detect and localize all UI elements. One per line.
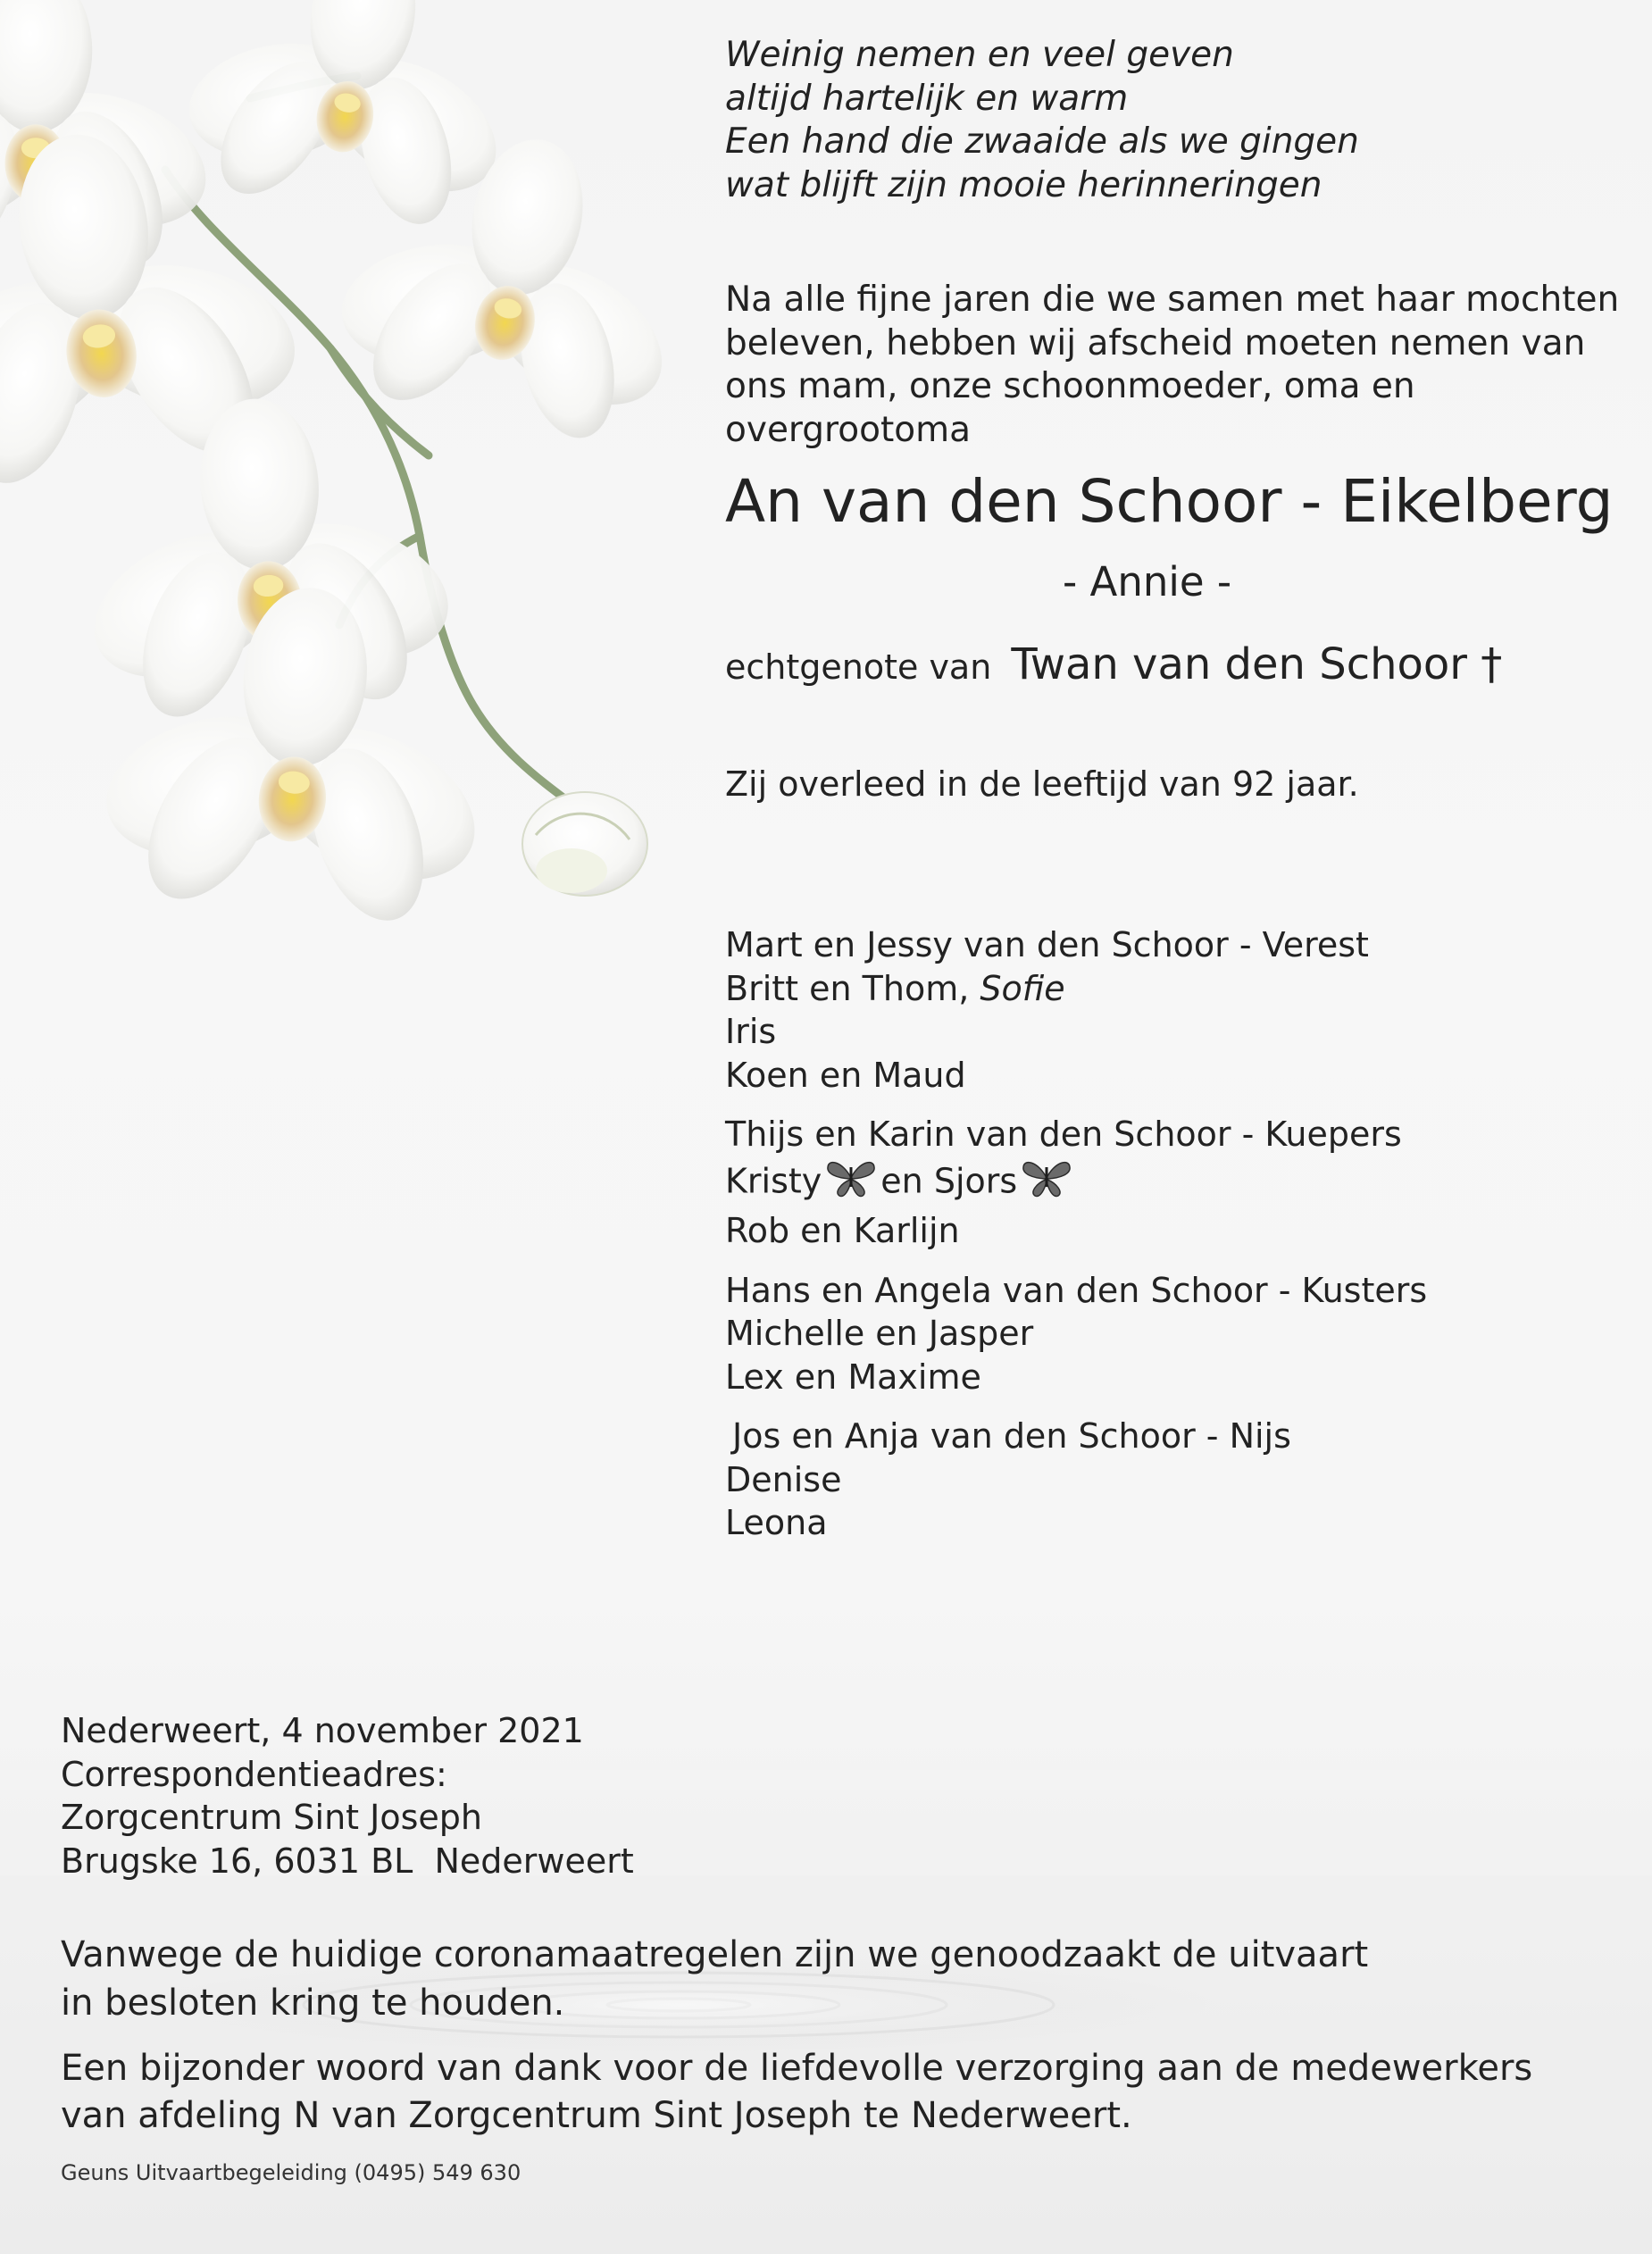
family-head: Jos en Anja van den Schoor - Nijs <box>732 1416 1291 1456</box>
family-line: Koen en Maud <box>725 1055 966 1095</box>
family-group <box>725 1415 1427 1545</box>
intro-line: beleven, hebben wij afscheid moeten nemen van <box>725 322 1586 363</box>
family-line: Iris <box>725 1012 777 1051</box>
family-head: Mart en Jessy van den Schoor - Verest <box>725 925 1369 964</box>
family-group <box>725 923 1427 1097</box>
family-member-italic: Sofie <box>980 968 1065 1008</box>
deceased-nickname: - Annie - <box>1063 558 1232 605</box>
age-line: Zij overleed in de leeftijd van 92 jaar. <box>725 764 1359 804</box>
family-group <box>725 1113 1427 1253</box>
poem-line: wat blijft zijn mooie herinneringen <box>725 164 1322 205</box>
family-member: Kristy <box>725 1160 822 1200</box>
family-line: Michelle en Jasper <box>725 1314 1034 1353</box>
poem <box>725 34 1359 207</box>
family-line: Leona <box>725 1503 828 1542</box>
undertaker-credit: Geuns Uitvaartbegeleiding (0495) 549 630 <box>61 2160 521 2185</box>
family-head: Thijs en Karin van den Schoor - Kuepers <box>725 1114 1402 1154</box>
family-list <box>725 923 1427 1561</box>
poem-line: Weinig nemen en veel geven <box>725 35 1234 75</box>
poem-line: Een hand die zwaaide als we gingen <box>725 121 1359 162</box>
corona-notice: Vanwege de huidige coronamaatregelen zijn we genoodzaakt de uitvaart in besloten kring te houden. <box>61 1934 1369 2024</box>
deceased-name: An van den Schoor - Eikelberg <box>725 467 1614 536</box>
family-member: en Sjors <box>880 1160 1018 1200</box>
spouse-prefix: echtgenote van <box>725 647 992 687</box>
family-line <box>725 967 1427 1011</box>
poem-line: altijd hartelijk en warm <box>725 78 1129 119</box>
correspondence-street: Brugske 16, 6031 BL Nederweert <box>61 1841 634 1881</box>
family-member: Britt en Thom, <box>725 968 980 1008</box>
family-group <box>725 1269 1427 1399</box>
spouse-line <box>725 639 1502 689</box>
spouse-name: Twan van den Schoor † <box>1011 639 1503 689</box>
family-line: Denise <box>725 1459 842 1499</box>
correspondence-label: Correspondentieadres: <box>61 1754 447 1794</box>
family-head: Hans en Angela van den Schoor - Kusters <box>725 1270 1428 1310</box>
family-line: Lex en Maxime <box>725 1357 981 1397</box>
family-line <box>725 1156 1427 1210</box>
thanks-notice: Een bijzonder woord van dank voor de liefdevolle verzorging aan de medewerkers van afdeling N van Zorgcentrum Sint Joseph te Nederweert. <box>61 2048 1533 2136</box>
orchid-bud <box>522 792 647 896</box>
correspondence-block <box>61 1709 634 1883</box>
family-line: Rob en Karlijn <box>725 1211 960 1250</box>
place-date: Nederweert, 4 november 2021 <box>61 1711 584 1750</box>
correspondence-name: Zorgcentrum Sint Joseph <box>61 1798 482 1837</box>
butterfly-icon <box>825 1156 877 1210</box>
intro-text <box>725 279 1652 452</box>
intro-line: Na alle fijne jaren die we samen met haar mochten <box>725 280 1620 320</box>
butterfly-icon <box>1021 1156 1072 1210</box>
intro-line: ons mam, onze schoonmoeder, oma en overgrootoma <box>725 366 1415 450</box>
